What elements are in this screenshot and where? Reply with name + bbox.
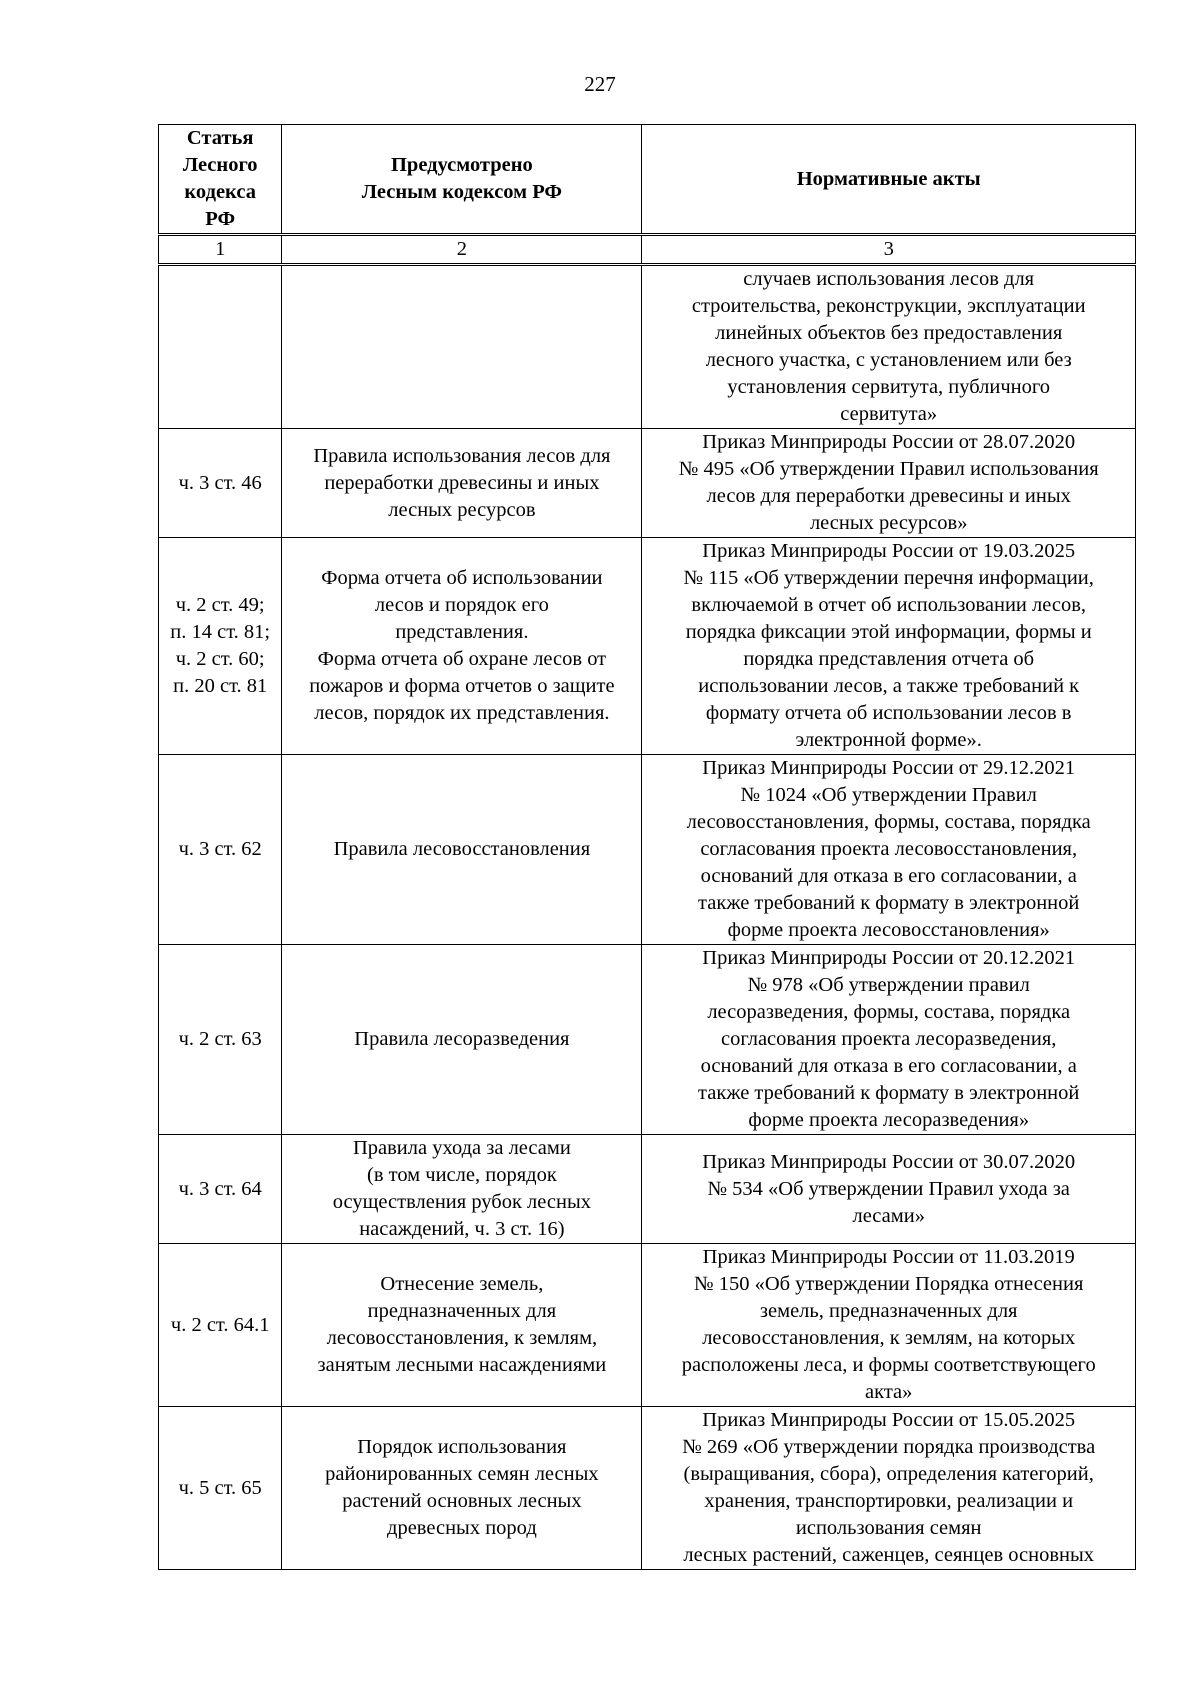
cell-text [645,1244,1132,1406]
cell-line: лесных ресурсов [388,498,536,521]
header-line: Предусмотрено [390,154,533,176]
column-number-row [159,235,1136,265]
cell-line: также требований к формату в электронной [698,1082,1080,1104]
cell-line: Приказ Минприроды России от 28.07.2020 [702,431,1076,453]
cell-acts [642,1407,1136,1570]
cell-article [159,1244,282,1407]
header-article [159,125,282,235]
cell-line: порядка фиксации этой информации, формы и [685,621,1092,643]
cell-line: строительства, реконструкции, эксплуатации [691,295,1086,317]
table-row [159,755,1136,945]
header-acts [642,125,1136,235]
header-row [159,125,1136,235]
cell-line: форме проекта лесовосстановления» [727,919,1050,941]
cell-line: ч. 2 ст. 64.1 [170,1313,270,1336]
cell-text [645,538,1132,754]
cell-line: ч. 2 ст. 49; [175,594,265,616]
cell-article [159,429,282,538]
cell-text [162,836,278,863]
cell-text [285,1135,638,1243]
cell-line: № 978 «Об утверждении правил [747,974,1030,996]
cell-line: лесов и порядок его [374,594,549,616]
cell-text [645,429,1132,537]
header-line: Статья [186,127,254,149]
cell-line: ч. 3 ст. 64 [178,1177,262,1200]
cell-line: Форма отчета об использовании [321,567,603,589]
cell-line: № 495 «Об утверждении Правил использования [678,458,1099,480]
cell-text [645,266,1132,428]
cell-line: установления сервитута, публичного [727,376,1051,398]
cell-article [159,538,282,755]
cell-line: занятым лесными насаждениями [317,1354,607,1376]
cell-line: лесоразведения, формы, состава, порядка [707,1001,1071,1023]
cell-line: № 1024 «Об утверждении Правил [740,784,1037,806]
cell-text [162,1026,278,1053]
cell-line: лесного участка, с установлением или без [705,349,1072,371]
cell-line: земель, предназначенных для [759,1300,1018,1322]
cell-text [162,1312,278,1339]
table-row [159,1244,1136,1407]
cell-line: лесных растений, саженцев, сеянцев основных [683,1544,1095,1566]
cell-text [162,1475,278,1502]
cell-line: Порядок использования [357,1436,567,1458]
cell-text [285,1026,638,1053]
cell-text [645,1407,1132,1569]
cell-text [162,1176,278,1203]
cell-line: Приказ Минприроды России от 20.12.2021 [702,947,1076,969]
cell-acts [642,538,1136,755]
cell-line: предназначенных для [367,1300,557,1322]
cell-provision [282,538,642,755]
cell-article [159,755,282,945]
cell-line: расположены леса, и формы соответствующего [681,1354,1096,1376]
cell-line: лесовосстановления, к землям, [326,1327,598,1349]
cell-line: переработки древесины и иных [324,471,600,494]
header-line: Лесного [182,154,258,176]
cell-line: использовании лесов, а также требований к [698,675,1080,697]
cell-line: Приказ Минприроды России от 29.12.2021 [702,757,1076,779]
cell-provision [282,945,642,1135]
cell-line: форме проекта лесоразведения» [748,1109,1030,1131]
header-provision [282,125,642,235]
cell-line: (в том числе, порядок [367,1164,557,1186]
cell-line: лесных ресурсов» [809,512,968,534]
cell-acts [642,945,1136,1135]
cell-line: порядка представления отчета об [743,648,1035,670]
cell-line: № 534 «Об утверждении Правил ухода за [707,1177,1070,1200]
table-row [159,265,1136,429]
cell-text [162,592,278,700]
cell-line: Приказ Минприроды России от 19.03.2025 [702,540,1076,562]
page-number: 227 [584,72,616,96]
cell-acts [642,1244,1136,1407]
cell-line: лесами» [852,1204,925,1227]
header-line: кодекса [184,181,256,203]
cell-line: Правила лесоразведения [354,1028,570,1050]
cell-line: районированных семян лесных [325,1463,599,1485]
cell-line: Правила ухода за лесами [352,1137,571,1159]
cell-text [285,1434,638,1542]
header-provision-lines [285,152,638,206]
cell-provision [282,1407,642,1570]
cell-line: Приказ Минприроды России от 11.03.2019 [702,1246,1075,1268]
cell-line: также требований к формату в электронной [698,892,1080,914]
column-number: 1 [159,235,282,265]
cell-article [159,1407,282,1570]
regulations-table [158,124,1136,1570]
cell-line: № 115 «Об утверждении перечня информации, [683,567,1094,589]
cell-provision [282,265,642,429]
header-article-lines [162,125,278,233]
cell-text [285,443,638,524]
cell-line: хранения, транспортировки, реализации и [704,1490,1074,1512]
table-row [159,1407,1136,1570]
cell-line: осуществления рубок лесных [332,1191,591,1213]
cell-line: насаждений, ч. 3 ст. 16) [359,1218,565,1240]
cell-provision [282,1244,642,1407]
cell-text [645,945,1132,1134]
cell-provision [282,755,642,945]
header-line: Нормативные акты [796,167,981,190]
table-row [159,429,1136,538]
cell-article [159,1135,282,1244]
cell-line: п. 14 ст. 81; [170,621,271,643]
cell-acts [642,429,1136,538]
cell-acts [642,265,1136,429]
cell-line: использования семян [795,1517,982,1539]
cell-text [645,755,1132,944]
cell-line: согласования проекта лесовосстановления, [700,838,1078,860]
column-number: 3 [642,235,1136,265]
cell-line: лесов, порядок их представления. [314,702,610,724]
cell-line: сервитута» [840,403,938,425]
cell-text [645,1149,1132,1230]
cell-text [285,565,638,727]
cell-line: линейных объектов без предоставления [715,322,1063,344]
cell-line: Правила использования лесов для [313,444,611,467]
cell-text [285,1271,638,1379]
cell-line: Приказ Минприроды России от 15.05.2025 [702,1409,1076,1431]
cell-line: представления. [395,621,529,643]
cell-line: (выращивания, сбора), определения категорий, [683,1463,1094,1485]
table-row [159,538,1136,755]
cell-line: п. 20 ст. 81 [173,675,268,697]
cell-provision [282,429,642,538]
cell-line: древесных пород [387,1517,537,1539]
table-row [159,1135,1136,1244]
cell-line: электронной форме». [795,729,982,751]
cell-line: ч. 2 ст. 63 [178,1028,262,1050]
cell-line: № 269 «Об утверждении порядка производства [682,1436,1096,1458]
cell-line: акта» [865,1381,913,1403]
cell-line: включаемой в отчет об использовании лесов, [691,594,1087,616]
cell-line: Отнесение земель, [380,1273,544,1295]
cell-provision [282,1135,642,1244]
cell-line: случаев использования лесов для [743,268,1035,290]
header-acts-lines [645,166,1132,193]
cell-line: лесовосстановления, формы, состава, порядка [686,811,1091,833]
cell-line: лесов для переработки древесины и иных [706,485,1071,507]
cell-acts [642,1135,1136,1244]
cell-text [285,836,638,863]
cell-article [159,265,282,429]
header-line: Лесным кодексом РФ [361,181,563,203]
cell-line: Правила лесовосстановления [333,838,591,860]
cell-line: формату отчета об использовании лесов в [705,702,1072,724]
cell-line: лесовосстановления, к землям, на которых [702,1327,1076,1349]
cell-text [162,470,278,497]
cell-line: оснований для отказа в его согласовании, а [700,865,1077,887]
header-line: РФ [205,208,236,230]
cell-line: оснований для отказа в его согласовании, а [700,1055,1077,1077]
cell-line: согласования проекта лесоразведения, [721,1028,1057,1050]
cell-line: ч. 2 ст. 60; [175,648,265,670]
table-row [159,945,1136,1135]
cell-line: № 150 «Об утверждении Порядка отнесения [694,1273,1084,1295]
cell-line: Форма отчета об охране лесов от [317,648,607,670]
cell-line: ч. 3 ст. 62 [178,838,262,860]
cell-article [159,945,282,1135]
cell-line: ч. 3 ст. 46 [178,471,262,494]
cell-line: пожаров и форма отчетов о защите [309,675,615,697]
cell-line: растений основных лесных [342,1490,582,1512]
cell-line: ч. 5 ст. 65 [178,1476,262,1499]
cell-line: Приказ Минприроды России от 30.07.2020 [702,1150,1076,1173]
cell-acts [642,755,1136,945]
table-body [159,265,1136,1570]
column-number: 2 [282,235,642,265]
